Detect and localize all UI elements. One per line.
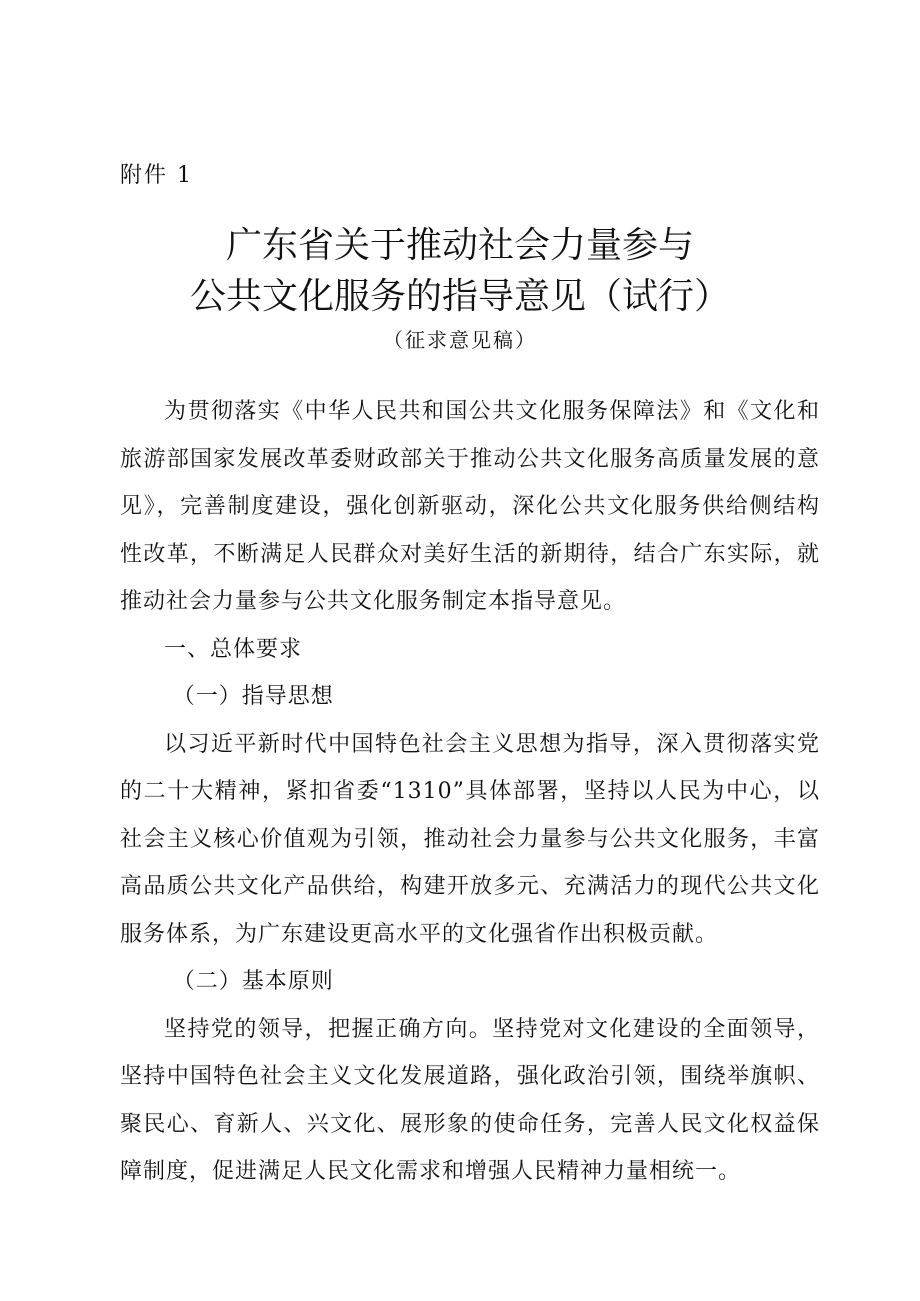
document-subtitle: （征求意见稿） [383,328,537,352]
subsection-heading-basic-principles: （二）基本原则 [172,969,334,994]
document-body [120,388,820,1196]
basic-principles-paragraph: 坚持党的领导，把握正确方向。坚持党对文化建设的全面领导，坚持中国特色社会主义文化发展道路，强化政治引领，围绕举旗帜、聚民心、育新人、兴文化、展形象的使命任务，完善人民文化权益保障制度，促进满足人民文化需求和增强人民精神力量相统一。 [120,1016,820,1184]
guiding-ideology-paragraph: 以习近平新时代中国特色社会主义思想为指导，深入贯彻落实党的二十大精神，紧扣省委“1310”具体部署，坚持以人民为中心，以社会主义核心价值观为引领，推动社会力量参与公共文化服务，丰富高品质公共文化产品供给，构建开放多元、充满活力的现代公共文化服务体系，为广东建设更高水平的文化强省作出积极贡献。 [120,731,820,947]
section-heading-general-requirements: 一、总体要求 [164,636,303,662]
document-title-line1: 广东省关于推动社会力量参与 [225,225,694,266]
subsection-heading-guiding-ideology: （一）指导思想 [172,684,334,709]
intro-paragraph: 为贯彻落实《中华人民共和国公共文化服务保障法》和《文化和旅游部国家发展改革委财政部关于推动公共文化服务高质量发展的意见》，完善制度建设，强化创新驱动，深化公共文化服务供给侧结构性改革，不断满足人民群众对美好生活的新期待，结合广东实际，就推动社会力量参与公共文化服务制定本指导意见。 [120,399,820,614]
document-title-line2: 公共文化服务的指导意见（试行） [189,276,730,317]
attachment-label: 附件 1 [120,163,193,188]
